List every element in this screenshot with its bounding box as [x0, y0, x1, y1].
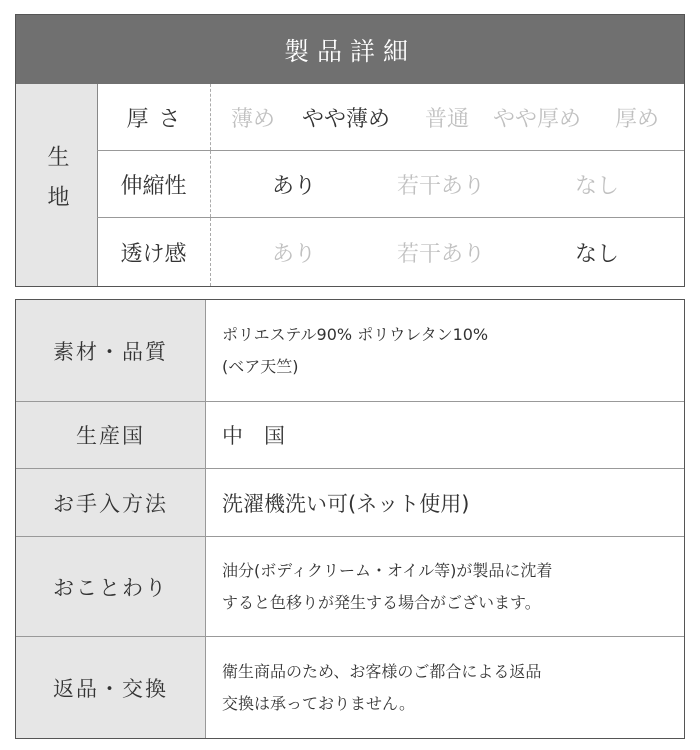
- notice-line: すると色移りが発生する場合がございます。: [222, 592, 541, 612]
- material-row: [16, 300, 684, 402]
- material-line: ポリエステル90% ポリウレタン10%: [222, 324, 489, 344]
- material-line: (ベア天竺): [222, 356, 299, 376]
- stretch-option: あり: [272, 173, 317, 199]
- stretch-option: なし: [575, 173, 620, 199]
- care-text: 洗濯機洗い可(ネット使用): [222, 491, 470, 516]
- fabric-side-label: 生地: [44, 145, 69, 225]
- sheerness-option: 若干あり: [397, 241, 486, 267]
- origin-value: [222, 402, 674, 468]
- stretch-label: 伸縮性: [97, 151, 211, 217]
- stretch-row: [97, 151, 684, 218]
- origin-row: [16, 402, 684, 469]
- sheerness-label: 透け感: [97, 218, 211, 286]
- product-details-header: 製品詳細: [16, 15, 684, 84]
- thickness-option: 普通: [425, 106, 470, 132]
- returns-value: [222, 637, 674, 738]
- stretch-option: 若干あり: [397, 173, 486, 199]
- material-label: 素材・品質: [16, 300, 206, 401]
- fabric-rows: [97, 84, 684, 286]
- thickness-option: 厚め: [615, 106, 660, 132]
- notice-value: [222, 537, 674, 636]
- thickness-option: 薄め: [231, 106, 276, 132]
- details-table: [15, 299, 685, 739]
- care-row: [16, 469, 684, 537]
- thickness-option: やや厚め: [493, 106, 582, 132]
- sheerness-option: あり: [272, 241, 317, 267]
- sheerness-option: なし: [575, 241, 620, 267]
- origin-label: 生産国: [16, 402, 206, 468]
- care-label: お手入方法: [16, 469, 206, 536]
- origin-text: 中 国: [222, 424, 285, 448]
- returns-row: [16, 637, 684, 738]
- returns-label: 返品・交換: [16, 637, 206, 738]
- notice-line: 油分(ボディクリーム・オイル等)が製品に沈着: [222, 560, 553, 580]
- fabric-table: [15, 14, 685, 287]
- thickness-label: 厚さ: [97, 84, 211, 150]
- thickness-option: やや薄め: [302, 106, 391, 132]
- material-value: [222, 300, 674, 401]
- returns-line: 衛生商品のため、お客様のご都合による返品: [222, 661, 542, 681]
- returns-line: 交換は承っておりません。: [222, 693, 415, 713]
- fabric-side-cell: [16, 84, 98, 286]
- notice-row: [16, 537, 684, 637]
- thickness-row: [97, 84, 684, 151]
- care-value: [222, 469, 674, 536]
- notice-label: おことわり: [16, 537, 206, 636]
- sheerness-row: [97, 218, 684, 286]
